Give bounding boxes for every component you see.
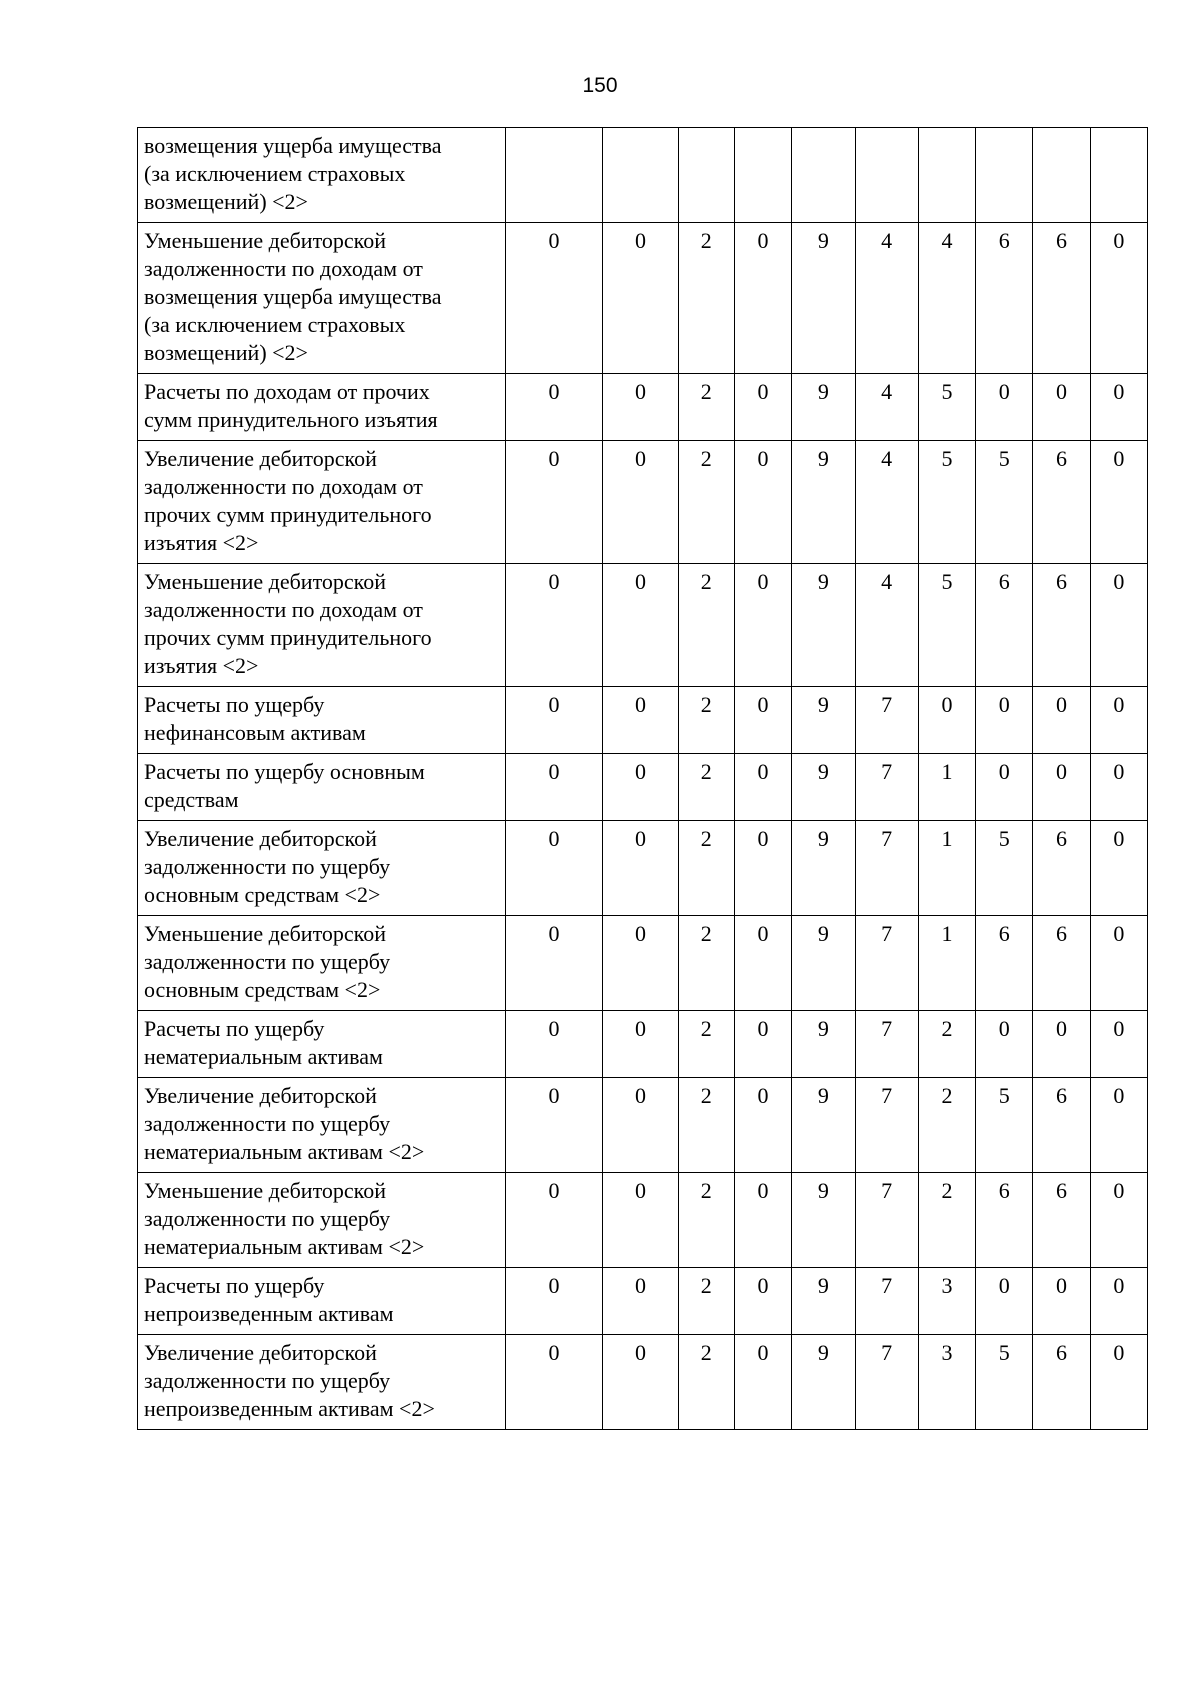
code-digit-cell: 0: [1090, 754, 1147, 821]
row-label-line: (за исключением страховых: [144, 312, 406, 337]
code-digit-cell: 0: [603, 1335, 678, 1430]
row-label-line: задолженности по доходам от: [144, 474, 423, 499]
code-digit-cell: 3: [918, 1335, 975, 1430]
code-digit-cell: 0: [603, 687, 678, 754]
row-label-line: непроизведенным активам: [144, 1301, 394, 1326]
code-digit-cell: 7: [855, 821, 918, 916]
code-digit-cell: 0: [1090, 821, 1147, 916]
code-digit-cell: 2: [678, 374, 734, 441]
code-digit-cell: [976, 128, 1033, 223]
code-digit-cell: 0: [1090, 1173, 1147, 1268]
row-label-line: средствам: [144, 787, 239, 812]
code-digit-cell: 0: [1033, 687, 1090, 754]
code-digit-cell: 0: [734, 916, 791, 1011]
code-digit-cell: 0: [734, 1011, 791, 1078]
row-label-line: задолженности по ущербу: [144, 854, 391, 879]
code-digit-cell: 2: [678, 1173, 734, 1268]
code-digit-cell: 7: [855, 916, 918, 1011]
code-digit-cell: 0: [734, 1173, 791, 1268]
code-digit-cell: 5: [976, 1078, 1033, 1173]
code-digit-cell: 0: [1090, 1335, 1147, 1430]
code-digit-cell: 0: [505, 687, 602, 754]
code-digit-cell: 0: [1090, 564, 1147, 687]
code-digit-cell: 2: [678, 1011, 734, 1078]
table-row: [138, 1173, 1148, 1268]
code-digit-cell: 9: [792, 754, 855, 821]
row-label-line: Расчеты по ущербу основным: [144, 759, 425, 784]
code-digit-cell: 2: [678, 754, 734, 821]
code-digit-cell: 3: [918, 1268, 975, 1335]
code-digit-cell: 9: [792, 1268, 855, 1335]
code-digit-cell: 0: [505, 374, 602, 441]
code-digit-cell: 2: [918, 1011, 975, 1078]
code-digit-cell: [603, 128, 678, 223]
row-label-line: изъятия <2>: [144, 530, 259, 555]
code-digit-cell: 0: [734, 374, 791, 441]
code-digit-cell: 0: [603, 441, 678, 564]
row-label-line: Уменьшение дебиторской: [144, 569, 387, 594]
row-label-line: задолженности по ущербу: [144, 1206, 391, 1231]
code-digit-cell: 0: [734, 1078, 791, 1173]
row-label-line: задолженности по ущербу: [144, 1368, 391, 1393]
code-digit-cell: 5: [976, 441, 1033, 564]
code-digit-cell: 9: [792, 441, 855, 564]
code-digit-cell: 0: [603, 821, 678, 916]
code-digit-cell: 5: [918, 564, 975, 687]
table-row: [138, 1011, 1148, 1078]
row-label-cell: [138, 564, 506, 687]
code-digit-cell: 2: [678, 441, 734, 564]
code-digit-cell: 0: [734, 1335, 791, 1430]
row-label-line: Увеличение дебиторской: [144, 1340, 377, 1365]
code-digit-cell: 0: [734, 754, 791, 821]
code-digit-cell: 6: [1033, 564, 1090, 687]
code-digit-cell: 7: [855, 1335, 918, 1430]
row-label-line: задолженности по ущербу: [144, 949, 391, 974]
row-label-line: нематериальным активам: [144, 1044, 383, 1069]
code-digit-cell: 0: [505, 916, 602, 1011]
code-digit-cell: 6: [976, 916, 1033, 1011]
code-digit-cell: 6: [1033, 1173, 1090, 1268]
code-digit-cell: 1: [918, 821, 975, 916]
code-digit-cell: 2: [678, 1078, 734, 1173]
code-digit-cell: 0: [505, 223, 602, 374]
code-digit-cell: 0: [1090, 687, 1147, 754]
row-label-line: Расчеты по доходам от прочих: [144, 379, 430, 404]
code-digit-cell: 2: [678, 1335, 734, 1430]
table-row: [138, 821, 1148, 916]
row-label-cell: [138, 1173, 506, 1268]
code-digit-cell: 9: [792, 1078, 855, 1173]
code-digit-cell: 0: [1090, 1078, 1147, 1173]
code-digit-cell: 0: [505, 1011, 602, 1078]
code-digit-cell: 7: [855, 687, 918, 754]
code-digit-cell: [1090, 128, 1147, 223]
code-digit-cell: 2: [678, 564, 734, 687]
code-digit-cell: 0: [603, 1078, 678, 1173]
code-digit-cell: 2: [678, 1268, 734, 1335]
code-digit-cell: 9: [792, 1173, 855, 1268]
table-row: [138, 441, 1148, 564]
code-digit-cell: 0: [505, 754, 602, 821]
row-label-line: (за исключением страховых: [144, 161, 406, 186]
code-digit-cell: 6: [976, 564, 1033, 687]
code-digit-cell: 0: [1033, 754, 1090, 821]
table-row: [138, 687, 1148, 754]
code-digit-cell: 0: [976, 1268, 1033, 1335]
row-label-line: основным средствам <2>: [144, 882, 381, 907]
row-label-line: нефинансовым активам: [144, 720, 366, 745]
code-digit-cell: 9: [792, 374, 855, 441]
account-codes-table: [137, 127, 1148, 1430]
table-row: [138, 916, 1148, 1011]
code-digit-cell: 0: [1033, 1011, 1090, 1078]
code-digit-cell: 5: [918, 374, 975, 441]
code-digit-cell: 0: [976, 754, 1033, 821]
code-digit-cell: 0: [505, 441, 602, 564]
row-label-cell: [138, 441, 506, 564]
row-label-cell: [138, 821, 506, 916]
page-number: 150: [582, 74, 618, 97]
row-label-cell: [138, 754, 506, 821]
code-digit-cell: 2: [678, 916, 734, 1011]
row-label-line: прочих сумм принудительного: [144, 625, 432, 650]
code-digit-cell: 0: [1090, 223, 1147, 374]
code-digit-cell: 4: [855, 374, 918, 441]
row-label-line: непроизведенным активам <2>: [144, 1396, 435, 1421]
code-digit-cell: 0: [505, 1268, 602, 1335]
code-digit-cell: 0: [603, 374, 678, 441]
code-digit-cell: 0: [505, 1078, 602, 1173]
code-digit-cell: 5: [918, 441, 975, 564]
row-label-cell: [138, 1078, 506, 1173]
code-digit-cell: 5: [976, 821, 1033, 916]
code-digit-cell: 2: [678, 687, 734, 754]
row-label-line: возмещений) <2>: [144, 340, 308, 365]
row-label-line: Расчеты по ущербу: [144, 1273, 325, 1298]
row-label-line: Расчеты по ущербу: [144, 1016, 325, 1041]
code-digit-cell: 0: [603, 564, 678, 687]
row-label-cell: [138, 916, 506, 1011]
code-digit-cell: 0: [734, 821, 791, 916]
code-digit-cell: 4: [855, 223, 918, 374]
code-digit-cell: 6: [976, 1173, 1033, 1268]
code-digit-cell: 0: [603, 916, 678, 1011]
row-label-cell: [138, 223, 506, 374]
code-digit-cell: 0: [505, 1335, 602, 1430]
code-digit-cell: 1: [918, 916, 975, 1011]
row-label-line: основным средствам <2>: [144, 977, 381, 1002]
code-digit-cell: 0: [734, 441, 791, 564]
table-row: [138, 1268, 1148, 1335]
table-row: [138, 223, 1148, 374]
code-digit-cell: 0: [505, 1173, 602, 1268]
code-digit-cell: [505, 128, 602, 223]
code-digit-cell: [1033, 128, 1090, 223]
code-digit-cell: 4: [918, 223, 975, 374]
code-digit-cell: 0: [976, 1011, 1033, 1078]
code-digit-cell: [918, 128, 975, 223]
code-digit-cell: [678, 128, 734, 223]
code-digit-cell: 0: [734, 564, 791, 687]
code-digit-cell: 6: [1033, 821, 1090, 916]
code-digit-cell: 6: [1033, 916, 1090, 1011]
code-digit-cell: 0: [505, 564, 602, 687]
code-digit-cell: 2: [918, 1173, 975, 1268]
row-label-line: Уменьшение дебиторской: [144, 228, 387, 253]
code-digit-cell: 0: [918, 687, 975, 754]
code-digit-cell: 0: [1090, 1011, 1147, 1078]
row-label-line: Расчеты по ущербу: [144, 692, 325, 717]
code-digit-cell: 0: [976, 374, 1033, 441]
table-row: [138, 128, 1148, 223]
code-digit-cell: 6: [1033, 441, 1090, 564]
code-digit-cell: 9: [792, 1335, 855, 1430]
code-digit-cell: 0: [1090, 916, 1147, 1011]
code-digit-cell: 0: [1090, 374, 1147, 441]
table-row: [138, 754, 1148, 821]
code-digit-cell: 7: [855, 1173, 918, 1268]
code-digit-cell: 6: [976, 223, 1033, 374]
code-digit-cell: [792, 128, 855, 223]
row-label-line: задолженности по ущербу: [144, 1111, 391, 1136]
code-digit-cell: 9: [792, 916, 855, 1011]
code-digit-cell: [855, 128, 918, 223]
row-label-line: Увеличение дебиторской: [144, 826, 377, 851]
row-label-line: Уменьшение дебиторской: [144, 1178, 387, 1203]
code-digit-cell: 0: [734, 223, 791, 374]
code-digit-cell: 9: [792, 821, 855, 916]
code-digit-cell: 0: [603, 223, 678, 374]
table-row: [138, 1078, 1148, 1173]
code-digit-cell: 1: [918, 754, 975, 821]
code-digit-cell: 7: [855, 1078, 918, 1173]
row-label-cell: [138, 374, 506, 441]
row-label-line: Увеличение дебиторской: [144, 1083, 377, 1108]
code-digit-cell: 6: [1033, 1335, 1090, 1430]
row-label-line: сумм принудительного изъятия: [144, 407, 438, 432]
code-digit-cell: 4: [855, 441, 918, 564]
row-label-line: задолженности по доходам от: [144, 597, 423, 622]
code-digit-cell: 6: [1033, 223, 1090, 374]
row-label-line: прочих сумм принудительного: [144, 502, 432, 527]
code-digit-cell: 0: [734, 687, 791, 754]
code-digit-cell: 0: [1033, 374, 1090, 441]
row-label-line: нематериальным активам <2>: [144, 1234, 425, 1259]
code-digit-cell: 2: [678, 821, 734, 916]
row-label-cell: [138, 1011, 506, 1078]
code-digit-cell: 5: [976, 1335, 1033, 1430]
code-digit-cell: [734, 128, 791, 223]
row-label-cell: [138, 1268, 506, 1335]
row-label-line: возмещений) <2>: [144, 189, 308, 214]
code-digit-cell: 0: [603, 1011, 678, 1078]
code-digit-cell: 2: [678, 223, 734, 374]
table-row: [138, 374, 1148, 441]
row-label-line: возмещения ущерба имущества: [144, 133, 442, 158]
code-digit-cell: 0: [1033, 1268, 1090, 1335]
row-label-cell: [138, 128, 506, 223]
row-label-line: изъятия <2>: [144, 653, 259, 678]
row-label-line: задолженности по доходам от: [144, 256, 423, 281]
row-label-line: Уменьшение дебиторской: [144, 921, 387, 946]
code-digit-cell: 9: [792, 564, 855, 687]
code-digit-cell: 9: [792, 687, 855, 754]
code-digit-cell: 2: [918, 1078, 975, 1173]
row-label-cell: [138, 1335, 506, 1430]
code-digit-cell: 7: [855, 1011, 918, 1078]
code-digit-cell: 7: [855, 1268, 918, 1335]
code-digit-cell: 0: [603, 1173, 678, 1268]
code-digit-cell: 0: [603, 754, 678, 821]
table-row: [138, 1335, 1148, 1430]
code-digit-cell: 0: [1090, 441, 1147, 564]
row-label-line: Увеличение дебиторской: [144, 446, 377, 471]
table-row: [138, 564, 1148, 687]
code-digit-cell: 4: [855, 564, 918, 687]
row-label-line: нематериальным активам <2>: [144, 1139, 425, 1164]
code-digit-cell: 9: [792, 1011, 855, 1078]
code-digit-cell: 0: [505, 821, 602, 916]
code-digit-cell: 6: [1033, 1078, 1090, 1173]
code-digit-cell: 0: [976, 687, 1033, 754]
row-label-cell: [138, 687, 506, 754]
code-digit-cell: 0: [1090, 1268, 1147, 1335]
row-label-line: возмещения ущерба имущества: [144, 284, 442, 309]
code-digit-cell: 0: [603, 1268, 678, 1335]
code-digit-cell: 9: [792, 223, 855, 374]
code-digit-cell: 7: [855, 754, 918, 821]
table-body: [138, 128, 1148, 1430]
code-digit-cell: 0: [734, 1268, 791, 1335]
